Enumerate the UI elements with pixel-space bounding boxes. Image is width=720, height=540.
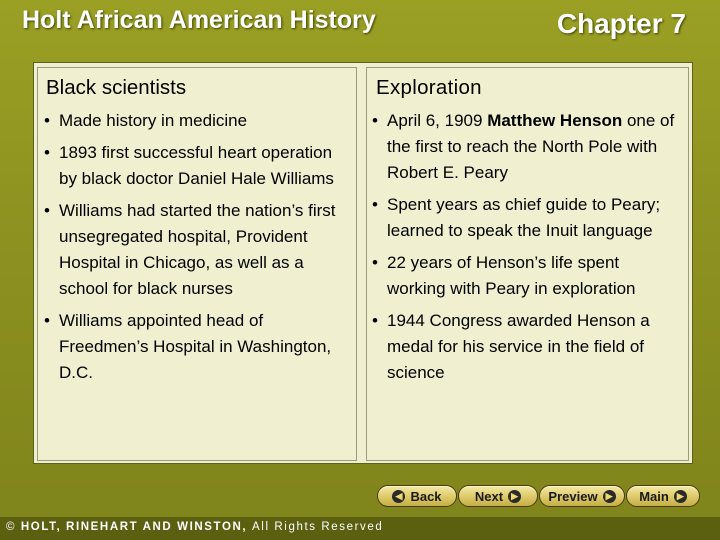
bullet-text: Spent years as chief guide to Peary; learned to speak the Inuit language [387, 195, 661, 240]
book-title: Holt African American History [22, 6, 376, 34]
left-column-heading: Black scientists [46, 76, 187, 99]
right-column-heading: Exploration [376, 76, 482, 99]
bullet-text: 22 years of Henson’s life spent working with Peary in exploration [387, 253, 636, 298]
bullet-item: • April 6, 1909 Matthew Henson one of the first to reach the North Pole with Robert E. Peary [372, 111, 675, 182]
publisher-name: HOLT, RINEHART AND WINSTON, [20, 521, 248, 533]
preview-button[interactable] [539, 485, 625, 507]
chevron-right-icon: ▶ [603, 490, 616, 503]
next-button[interactable] [458, 485, 538, 507]
main-button-label: Main [639, 488, 669, 504]
back-button[interactable] [377, 485, 457, 507]
bullet-text: 1944 Congress awarded Henson a medal for his service in the field of science [387, 311, 650, 382]
bullet-text: 1893 first successful heart operation by black doctor Daniel Hale Williams [59, 143, 334, 188]
copyright-notice [6, 521, 383, 533]
bullet-text: Williams had started the nation’s first unsegregated hospital, Provident Hospital in Chicago, as well as a school for black nurses [59, 201, 336, 298]
bullet-item: • 1944 Congress awarded Henson a medal for his service in the field of science [372, 311, 650, 382]
main-button[interactable] [626, 485, 700, 507]
bullet-item: • Williams had started the nation’s first unsegregated hospital, Provident Hospital in Chicago, as well as a school for black nurses [44, 201, 336, 298]
back-button-label: Back [410, 488, 442, 504]
copyright-icon: © [6, 521, 17, 533]
next-button-label: Next [474, 488, 504, 504]
bullet-text: one of the first to reach the North Pole with Robert E. Peary [387, 111, 675, 182]
chevron-right-icon: ▶ [508, 490, 521, 503]
preview-button-label: Preview [548, 488, 598, 504]
bullet-text: Made history in medicine [59, 111, 248, 130]
bullet-item: • Spent years as chief guide to Peary; learned to speak the Inuit language [372, 195, 661, 240]
bullet-item: • Made history in medicine [44, 111, 248, 130]
left-bullet-list [44, 108, 344, 392]
chevron-left-icon: ◀ [392, 490, 405, 503]
bullet-prefix: April 6, 1909 [387, 111, 488, 130]
right-bullet-list [372, 108, 682, 392]
bullet-text: Williams appointed head of Freedmen’s Hospital in Washington, D.C. [59, 311, 332, 382]
bullet-item: • 22 years of Henson’s life spent working with Peary in exploration [372, 253, 636, 298]
chapter-title: Chapter 7 [556, 8, 686, 39]
bullet-bold-name: Matthew Henson [487, 111, 623, 130]
chevron-right-icon: ▶ [674, 490, 687, 503]
bullet-item: • Williams appointed head of Freedmen’s Hospital in Washington, D.C. [44, 311, 332, 382]
rights-text: All Rights Reserved [252, 521, 384, 533]
bullet-item: • 1893 first successful heart operation by black doctor Daniel Hale Williams [44, 143, 334, 188]
